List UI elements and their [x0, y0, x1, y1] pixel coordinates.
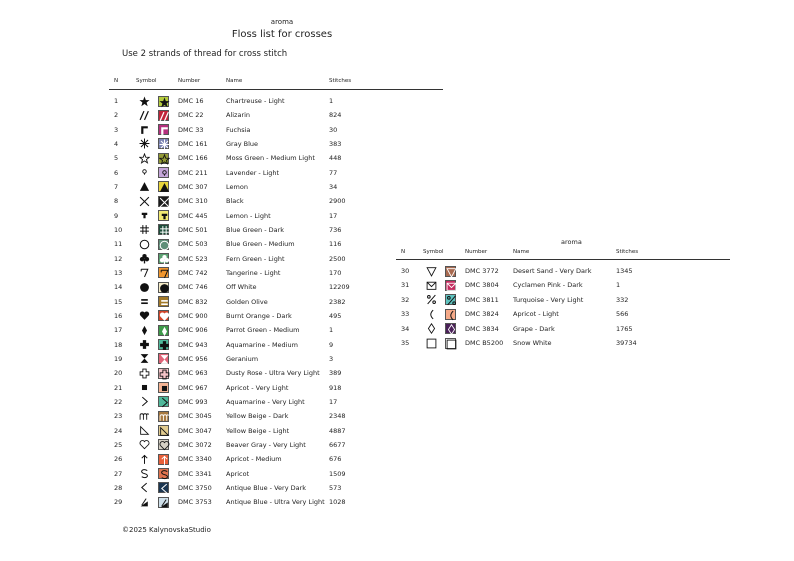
floss-number: DMC 963	[178, 369, 208, 378]
color-swatch	[158, 196, 169, 207]
hash-icon	[139, 224, 150, 235]
stitch-count: 34	[329, 182, 338, 191]
stitch-count: 17	[329, 397, 338, 406]
corner-bracket-icon	[159, 125, 170, 136]
stitch-count: 566	[616, 310, 629, 319]
floss-name: Antique Blue - Very Dark	[226, 483, 307, 492]
stitch-count: 495	[329, 311, 342, 320]
floss-number: DMC 22	[178, 111, 204, 120]
row-number: 12	[114, 254, 123, 263]
row-number: 16	[114, 311, 123, 320]
floss-name: Dusty Rose - Ultra Very Light	[226, 369, 320, 378]
row-number: 6	[114, 168, 119, 177]
row-number: 34	[401, 324, 410, 333]
floss-name: Parrot Green - Medium	[226, 326, 300, 335]
envelope-m-icon	[446, 281, 457, 292]
heart-outline-icon	[159, 440, 170, 451]
row-number: 10	[114, 225, 123, 234]
document-title: Floss list for crosses	[231, 29, 333, 40]
circle-outline-icon	[159, 240, 170, 251]
triangle-down-outline-icon	[446, 267, 457, 278]
row-number: 17	[114, 326, 123, 335]
row-number: 4	[114, 139, 119, 148]
arrow-up-icon	[139, 454, 150, 465]
stitch-count: 12209	[329, 283, 350, 292]
arrow-up-icon	[159, 455, 170, 466]
floss-number: DMC 3045	[178, 412, 212, 421]
table-row	[109, 395, 439, 409]
percent-icon	[446, 295, 457, 306]
stitch-count: 1765	[616, 324, 633, 333]
floss-number: DMC 310	[178, 197, 208, 206]
circle-filled-icon	[159, 283, 170, 294]
table-row	[109, 452, 439, 466]
stitch-count: 1028	[329, 498, 346, 507]
equals-bar-icon	[159, 297, 170, 308]
stitch-count: 3	[329, 354, 334, 363]
column-header-stitches: Stitches	[616, 249, 639, 255]
row-number: 32	[401, 295, 410, 304]
floss-number: DMC 16	[178, 97, 204, 105]
stitch-count: 17	[329, 211, 338, 220]
table-row	[109, 495, 439, 509]
row-number: 13	[114, 268, 123, 277]
table-row	[109, 481, 439, 495]
table-row	[109, 424, 439, 438]
floss-name: Chartreuse - Light	[226, 97, 285, 105]
floss-name: Apricot - Medium	[226, 455, 282, 464]
floss-number: DMC 956	[178, 354, 208, 363]
floss-name: Antique Blue - Ultra Very Light	[226, 498, 325, 507]
stitch-count: 2900	[329, 197, 346, 206]
color-swatch	[158, 181, 169, 192]
stitch-count: 448	[329, 154, 342, 163]
row-number: 26	[114, 455, 123, 464]
table-row	[396, 322, 726, 336]
check-mark-icon	[159, 498, 170, 509]
asterisk-burst-icon	[139, 138, 150, 149]
table-row	[396, 293, 726, 307]
floss-name: Black	[226, 197, 244, 206]
floss-number: DMC 3341	[178, 469, 212, 478]
color-swatch	[445, 294, 456, 305]
x-cross-icon	[139, 196, 150, 207]
color-swatch	[158, 110, 169, 121]
table-row	[109, 180, 439, 194]
stitch-count: 4887	[329, 426, 346, 435]
circle-outline-icon	[139, 239, 150, 250]
color-swatch	[158, 454, 169, 465]
floss-number: DMC 993	[178, 397, 208, 406]
hash-icon	[159, 225, 170, 236]
triangle-filled-icon	[159, 182, 170, 193]
stitch-count: 1	[329, 97, 334, 105]
table-row	[109, 338, 439, 352]
row-number: 30	[401, 267, 410, 275]
floss-number: DMC 3804	[465, 281, 499, 290]
table-row	[109, 194, 439, 208]
column-header-stitches: Stitches	[329, 78, 352, 84]
stitch-count: 383	[329, 139, 342, 148]
circle-filled-icon	[139, 282, 150, 293]
floss-name: Cyclamen Pink - Dark	[513, 281, 583, 290]
color-swatch	[158, 497, 169, 508]
stitch-count: 116	[329, 240, 342, 249]
floss-name: Grape - Dark	[513, 324, 555, 333]
plus-filled-icon	[159, 340, 170, 351]
stitch-count: 676	[329, 455, 342, 464]
heart-filled-icon	[139, 310, 150, 321]
chevron-left-icon	[139, 482, 150, 493]
small-pin-icon	[159, 168, 170, 179]
color-swatch	[158, 296, 169, 307]
floss-name: Tangerine - Light	[226, 268, 281, 277]
table-row	[109, 151, 439, 165]
double-slash-icon	[139, 110, 150, 121]
column-header-n: N	[401, 249, 406, 255]
color-swatch	[158, 124, 169, 135]
club-icon	[159, 254, 170, 265]
envelope-m-icon	[426, 280, 437, 291]
table-row	[109, 280, 439, 294]
floss-name: Gray Blue	[226, 139, 258, 148]
floss-number: DMC 307	[178, 182, 208, 191]
table-row	[109, 467, 439, 481]
row-number: 27	[114, 469, 123, 478]
floss-name: Yellow Beige - Dark	[226, 412, 289, 421]
row-number: 33	[401, 310, 410, 319]
floss-number: DMC 503	[178, 240, 208, 249]
floss-name: Apricot - Very Light	[226, 383, 289, 392]
color-swatch	[158, 310, 169, 321]
triangle-corner-icon	[139, 425, 150, 436]
floss-name: Golden Olive	[226, 297, 268, 306]
floss-number: DMC 742	[178, 268, 208, 277]
column-header-number: Number	[178, 78, 201, 84]
color-swatch	[158, 239, 169, 250]
chevron-left-icon	[159, 483, 170, 494]
color-swatch	[158, 482, 169, 493]
stitch-count: 573	[329, 483, 342, 492]
row-number: 28	[114, 483, 123, 492]
crescent-icon	[446, 310, 457, 321]
table-row	[109, 309, 439, 323]
row-number: 20	[114, 369, 123, 378]
table-row	[109, 366, 439, 380]
floss-number: DMC 3824	[465, 310, 499, 319]
diamond-outline-icon	[426, 323, 437, 334]
stitch-count: 77	[329, 168, 338, 177]
color-swatch	[158, 253, 169, 264]
header-rule	[109, 89, 443, 90]
row-number: 25	[114, 440, 123, 449]
stitch-count: 2382	[329, 297, 346, 306]
club-icon	[139, 253, 150, 264]
plus-filled-icon	[139, 339, 150, 350]
floss-name: Burnt Orange - Dark	[226, 311, 292, 320]
table-row	[109, 252, 439, 266]
check-mark-icon	[139, 497, 150, 508]
color-swatch	[158, 425, 169, 436]
stitch-count: 2348	[329, 412, 346, 421]
row-number: 1	[114, 97, 119, 105]
triangle-corner-icon	[159, 426, 170, 437]
heart-filled-icon	[159, 311, 170, 322]
table-row	[109, 237, 439, 251]
row-number: 2	[114, 111, 119, 120]
floss-number: DMC 3750	[178, 483, 212, 492]
floss-name: Aquamarine - Very Light	[226, 397, 305, 406]
color-swatch	[158, 468, 169, 479]
floss-number: DMC 967	[178, 383, 208, 392]
column-header-symbol: Symbol	[136, 78, 157, 84]
row-number: 23	[114, 412, 123, 421]
stitch-count: 332	[616, 295, 629, 304]
table-row	[396, 336, 726, 350]
floss-name: Beaver Gray - Very Light	[226, 440, 306, 449]
color-swatch	[158, 210, 169, 221]
floss-number: DMC 900	[178, 311, 208, 320]
color-swatch	[445, 309, 456, 320]
stitch-count: 918	[329, 383, 342, 392]
stitch-count: 1345	[616, 267, 633, 275]
square-outline-icon	[426, 338, 437, 349]
floss-name: Fuchsia	[226, 125, 251, 134]
t-pin-icon	[139, 210, 150, 221]
floss-number: DMC 906	[178, 326, 208, 335]
asterisk-burst-icon	[159, 139, 170, 150]
seven-hook-icon	[159, 268, 170, 279]
floss-name: Geranium	[226, 354, 259, 363]
row-number: 31	[401, 281, 410, 290]
floss-number: DMC B5200	[465, 339, 504, 347]
percent-icon	[426, 294, 437, 305]
stitch-count: 1509	[329, 469, 346, 478]
chevron-right-icon	[159, 397, 170, 408]
corner-bracket-icon	[139, 124, 150, 135]
floss-number: DMC 501	[178, 225, 208, 234]
color-swatch	[158, 411, 169, 422]
floss-number: DMC 3834	[465, 324, 499, 333]
heart-outline-icon	[139, 439, 150, 450]
floss-name: Blue Green - Medium	[226, 240, 295, 249]
row-number: 19	[114, 354, 123, 363]
hourglass-icon	[139, 353, 150, 364]
row-number: 21	[114, 383, 123, 392]
plus-outline-icon	[139, 368, 150, 379]
square-outline-icon	[446, 339, 457, 350]
stitch-count: 1	[329, 326, 334, 335]
color-swatch	[158, 138, 169, 149]
floss-number: DMC 943	[178, 340, 208, 349]
floss-name: Aquamarine - Medium	[226, 340, 298, 349]
floss-name: Snow White	[513, 339, 552, 347]
column-header-name: Name	[513, 249, 530, 255]
floss-number: DMC 161	[178, 139, 208, 148]
table-row	[109, 295, 439, 309]
floss-number: DMC 3753	[178, 498, 212, 507]
stitch-count: 9	[329, 340, 334, 349]
floss-number: DMC 166	[178, 154, 208, 163]
table-row	[109, 266, 439, 280]
floss-number: DMC 445	[178, 211, 208, 220]
row-number: 22	[114, 397, 123, 406]
drop-diamond-icon	[159, 326, 170, 337]
floss-number: DMC 3772	[465, 267, 499, 275]
triangle-down-outline-icon	[426, 266, 437, 277]
column-header-n: N	[114, 78, 119, 84]
color-swatch	[445, 323, 456, 334]
floss-name: Alizarin	[226, 111, 251, 120]
equals-bar-icon	[139, 296, 150, 307]
plus-outline-icon	[159, 369, 170, 380]
color-swatch	[158, 325, 169, 336]
floss-number: DMC 3047	[178, 426, 212, 435]
x-cross-icon	[159, 197, 170, 208]
floss-name: Moss Green - Medium Light	[226, 154, 315, 163]
diamond-outline-icon	[446, 324, 457, 335]
m-wave-icon	[139, 411, 150, 422]
color-swatch	[158, 96, 169, 107]
floss-number: DMC 3340	[178, 455, 212, 464]
stitch-count: 824	[329, 111, 342, 120]
table-row	[109, 137, 439, 151]
table-row	[109, 352, 439, 366]
floss-name: Fern Green - Light	[226, 254, 285, 263]
star-outline-icon	[139, 153, 150, 164]
table-row	[109, 108, 439, 122]
column-header-name: Name	[226, 78, 243, 84]
color-swatch	[158, 167, 169, 178]
row-number: 3	[114, 125, 119, 134]
stitch-count: 736	[329, 225, 342, 234]
right-table-label: aroma	[561, 238, 582, 246]
table-row	[109, 381, 439, 395]
table-row	[109, 438, 439, 452]
floss-name: Off White	[226, 283, 257, 292]
row-number: 7	[114, 182, 119, 191]
floss-name: Yellow Beige - Light	[226, 426, 290, 435]
table-row	[396, 278, 726, 292]
drop-diamond-icon	[139, 325, 150, 336]
small-square-filled-icon	[159, 383, 170, 394]
floss-name: Turquoise - Very Light	[513, 295, 584, 304]
header-rule	[396, 259, 730, 260]
small-pin-icon	[139, 167, 150, 178]
floss-number: DMC 3811	[465, 295, 499, 304]
stitch-count: 170	[329, 268, 342, 277]
m-wave-icon	[159, 412, 170, 423]
column-header-symbol: Symbol	[423, 249, 444, 255]
color-swatch	[445, 280, 456, 291]
color-swatch	[158, 224, 169, 235]
table-row	[109, 223, 439, 237]
row-number: 14	[114, 283, 123, 292]
double-slash-icon	[159, 111, 170, 122]
color-swatch	[158, 353, 169, 364]
floss-number: DMC 832	[178, 297, 208, 306]
star-filled-icon	[139, 96, 150, 107]
table-row	[109, 209, 439, 223]
stitch-count: 30	[329, 125, 338, 134]
row-number: 24	[114, 426, 123, 435]
color-swatch	[445, 338, 456, 349]
floss-name: Apricot - Light	[513, 310, 559, 319]
floss-number: DMC 3072	[178, 440, 212, 449]
table-row	[109, 123, 439, 137]
thread-note: Use 2 strands of thread for cross stitch	[122, 49, 288, 59]
copyright-footer: ©2025 KalynovskaStudio	[122, 526, 211, 534]
color-swatch	[158, 368, 169, 379]
color-swatch	[158, 439, 169, 450]
row-number: 11	[114, 240, 123, 249]
color-swatch	[158, 396, 169, 407]
small-square-filled-icon	[139, 382, 150, 393]
color-swatch	[158, 339, 169, 350]
stitch-count: 39734	[616, 339, 637, 347]
row-number: 15	[114, 297, 123, 306]
floss-number: DMC 746	[178, 283, 208, 292]
floss-name: Apricot	[226, 469, 250, 478]
triangle-filled-icon	[139, 181, 150, 192]
star-outline-icon	[159, 154, 170, 165]
color-swatch	[158, 282, 169, 293]
row-number: 35	[401, 339, 410, 347]
row-number: 9	[114, 211, 119, 220]
chevron-right-icon	[139, 396, 150, 407]
table-row	[109, 409, 439, 423]
stitch-count: 1	[616, 281, 621, 290]
floss-name: Lemon	[226, 182, 248, 191]
stitch-count: 2500	[329, 254, 346, 263]
color-swatch	[445, 266, 456, 277]
floss-name: Blue Green - Dark	[226, 225, 285, 234]
table-row	[396, 264, 726, 278]
table-row	[109, 323, 439, 337]
floss-number: DMC 523	[178, 254, 208, 263]
floss-name: Desert Sand - Very Dark	[513, 267, 592, 275]
table-row	[109, 166, 439, 180]
t-pin-icon	[159, 211, 170, 222]
row-number: 8	[114, 197, 119, 206]
color-swatch	[158, 153, 169, 164]
floss-number: DMC 211	[178, 168, 208, 177]
floss-number: DMC 33	[178, 125, 204, 134]
seven-hook-icon	[139, 267, 150, 278]
floss-name: Lemon - Light	[226, 211, 271, 220]
color-swatch	[158, 267, 169, 278]
row-number: 5	[114, 154, 119, 163]
document-subtitle: aroma	[270, 18, 294, 26]
floss-name: Lavender - Light	[226, 168, 280, 177]
s-letter-icon	[159, 469, 170, 480]
row-number: 29	[114, 498, 123, 507]
column-header-number: Number	[465, 249, 488, 255]
s-letter-icon	[139, 468, 150, 479]
table-row	[396, 307, 726, 321]
hourglass-icon	[159, 354, 170, 365]
stitch-count: 6677	[329, 440, 346, 449]
crescent-icon	[426, 309, 437, 320]
stitch-count: 389	[329, 369, 342, 378]
row-number: 18	[114, 340, 123, 349]
star-filled-icon	[159, 97, 170, 108]
table-row	[109, 94, 439, 108]
color-swatch	[158, 382, 169, 393]
